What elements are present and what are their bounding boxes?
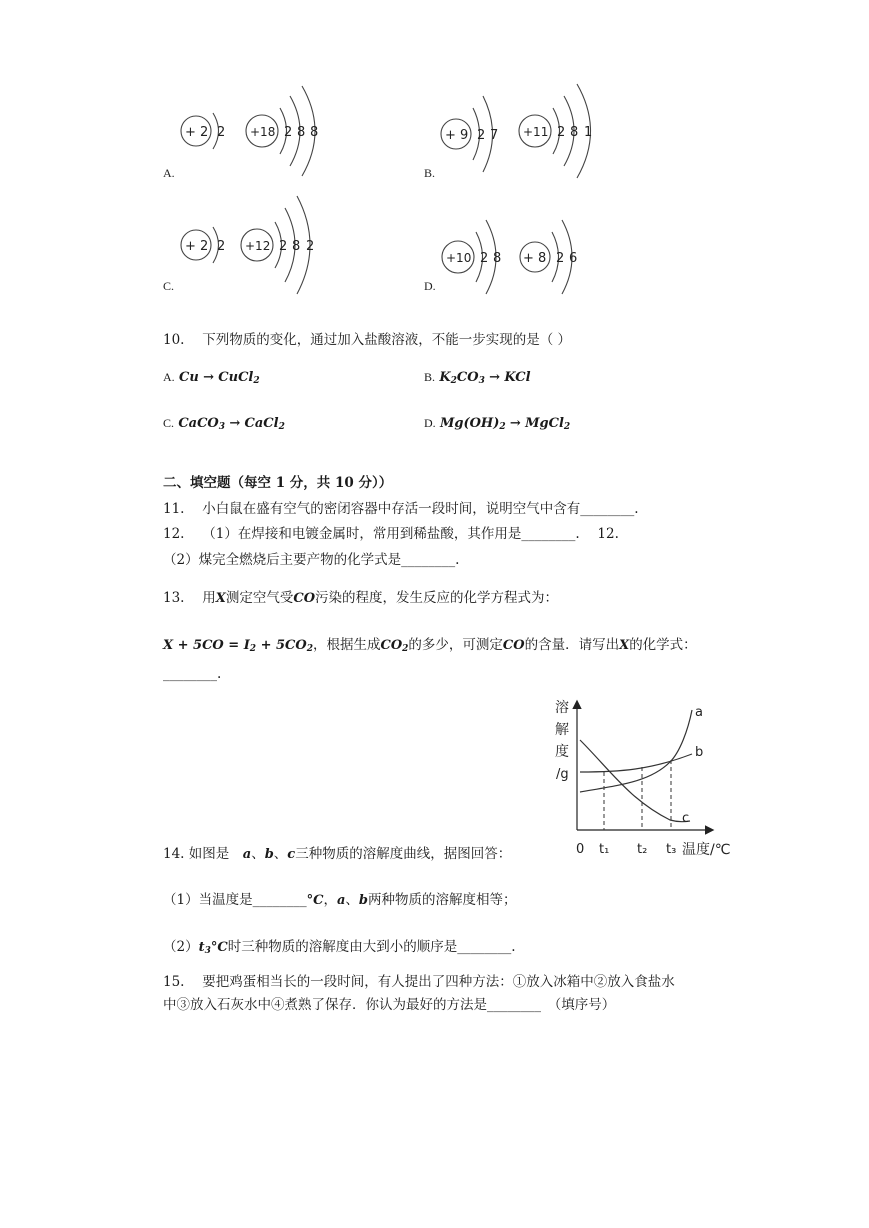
text-run: 时三种物质的溶解度由大到小的顺序是________. [227,939,516,955]
text-run: ，根据生成 [312,637,381,653]
text-run: 污染的程度，发生反应的化学方程式为： [315,590,559,606]
subscript: 3 [478,376,485,386]
nucleus-label: +11 [523,125,549,139]
text-run: 的化学式： [629,637,697,653]
q15-line1: 15. 要把鸡蛋相当长的一段时间，有人提出了四种方法：①放入冰箱中②放入食盐水 [163,974,675,990]
text-run: 13. 用 [163,590,216,606]
unit: °C [210,940,228,955]
option-label: D. [424,279,436,293]
text-run: 测定空气受 [225,590,294,606]
subscript: 2 [402,644,409,654]
q14-stem [163,842,511,862]
var-co: CO [293,591,316,606]
electron-count: 2 [284,125,293,140]
subscript: 3 [204,946,211,956]
var-c: c [287,847,296,862]
electron-count: 1 [584,125,593,140]
nucleus-label: +10 [446,251,472,265]
nucleus-label: +12 [245,239,271,253]
curve-a [580,710,692,792]
var-a: a [242,847,252,862]
q13-line2 [163,633,697,654]
x-tick: t₃ [666,842,677,857]
subscript: 2 [450,376,457,386]
formula: KCl [504,370,531,385]
electron-count: 2 [279,239,288,254]
electron-count: 2 [480,251,489,266]
electron-count: 2 [306,239,315,254]
electron-count: 8 [493,251,502,266]
electron-count: 7 [490,128,499,143]
unit: °C [306,893,324,908]
q10-option-d[interactable] [424,415,570,432]
formula: Cu [178,370,199,385]
option-label: D. [424,416,436,430]
arrow: → [509,416,521,431]
subscript: 3 [218,422,226,432]
formula: CaCO [178,416,219,431]
q14-part2 [163,935,516,956]
option-label: A. [163,370,175,384]
arrow: → [229,416,241,431]
electron-count: 2 [477,128,486,143]
text-run: （2） [163,939,199,955]
var-a: a [336,893,346,908]
electron-count: 2 [217,239,226,254]
option-label: A. [163,166,175,180]
electron-count: 6 [569,251,578,266]
q12-part2: （2）煤完全燃烧后主要产物的化学式是________. [163,552,460,568]
y-label-char: /g [556,767,569,782]
equation: + 5CO [256,638,307,653]
x-tick: t₁ [599,842,610,857]
q13-blank: ________. [163,666,222,682]
text-run: （1）当温度是________ [163,892,307,908]
arrow: → [203,370,214,385]
text-run: 的多少，可测定 [408,637,503,653]
text-run: 三种物质的溶解度曲线，据图回答： [295,846,512,862]
option-label: C. [163,279,175,293]
arrow: → [489,370,501,385]
formula: Mg(OH) [439,416,500,431]
electron-count: 2 [557,125,566,140]
formula: MgCl [525,416,564,431]
series-label-b: b [695,745,704,760]
electron-count: 8 [292,239,301,254]
q10-option-a[interactable] [163,369,260,386]
var-co: CO [502,638,525,653]
option-label: C. [163,416,175,430]
y-label-char: 解 [555,722,569,738]
text-run: 、 [251,846,265,862]
y-label-char: 度 [555,744,569,760]
q14-part1 [163,888,516,908]
curve-b [580,754,692,772]
q15-line2: 中③放入石灰水中④煮熟了保存．你认为最好的方法是________ （填序号） [163,997,616,1013]
option-label: B. [424,166,436,180]
y-label-char: 溶 [555,700,569,716]
electron-count: 2 [217,125,226,140]
electron-count: 8 [310,125,319,140]
q10-option-b[interactable] [424,369,531,386]
equation: X + 5CO = I [163,638,250,653]
q10-stem: 10. 下列物质的变化，通过加入盐酸溶液，不能一步实现的是（ ） [163,332,572,348]
formula: CO [456,370,479,385]
var-x: X [619,638,630,653]
var-b: b [264,847,274,862]
atom-diagrams [0,0,869,300]
series-label-c: c [682,811,690,826]
q10-option-c[interactable] [163,415,285,432]
nucleus-label: +18 [250,125,276,139]
text-run: 14. 如图是 [163,846,243,862]
x-tick: t₂ [637,842,648,857]
formula: K [439,370,451,385]
section-heading: 二、填空题（每空 1 分，共 10 分）） [163,475,393,491]
nucleus-label: + 2 [185,239,209,254]
subscript: 2 [249,644,257,654]
text-run: 的含量．请写出 [524,637,620,653]
var-t: t [198,940,205,955]
electron-count: 2 [556,251,565,266]
series-label-a: a [695,705,703,720]
option-label: B. [424,370,436,384]
var-x: X [215,591,226,606]
nucleus-label: + 9 [445,128,469,143]
nucleus-label: + 2 [185,125,209,140]
text-run: ， [323,892,337,908]
var-b: b [358,893,368,908]
q11-text: 11. 小白鼠在盛有空气的密闭容器中存活一段时间，说明空气中含有________. [163,501,639,517]
origin-label: 0 [576,842,585,857]
subscript: 2 [278,422,285,432]
formula: CuCl [218,370,254,385]
electron-count: 8 [297,125,306,140]
subscript: 2 [563,422,571,432]
electron-count: 8 [570,125,579,140]
text-run: 两种物质的溶解度相等； [367,892,517,908]
text-run: 、 [273,846,288,862]
q12-part1: 12. （1）在焊接和电镀金属时，常用到稀盐酸，其作用是________. 12. [163,526,619,542]
nucleus-label: + 8 [523,251,547,266]
text-run: 、 [345,892,359,908]
subscript: 2 [306,644,313,654]
solubility-chart [540,690,750,865]
formula: CaCl [244,416,279,431]
var-co2: CO [380,638,403,653]
subscript: 2 [499,422,506,432]
x-axis-label: 温度/℃ [682,842,731,858]
q13-line1 [163,586,558,606]
subscript: 2 [253,376,260,386]
